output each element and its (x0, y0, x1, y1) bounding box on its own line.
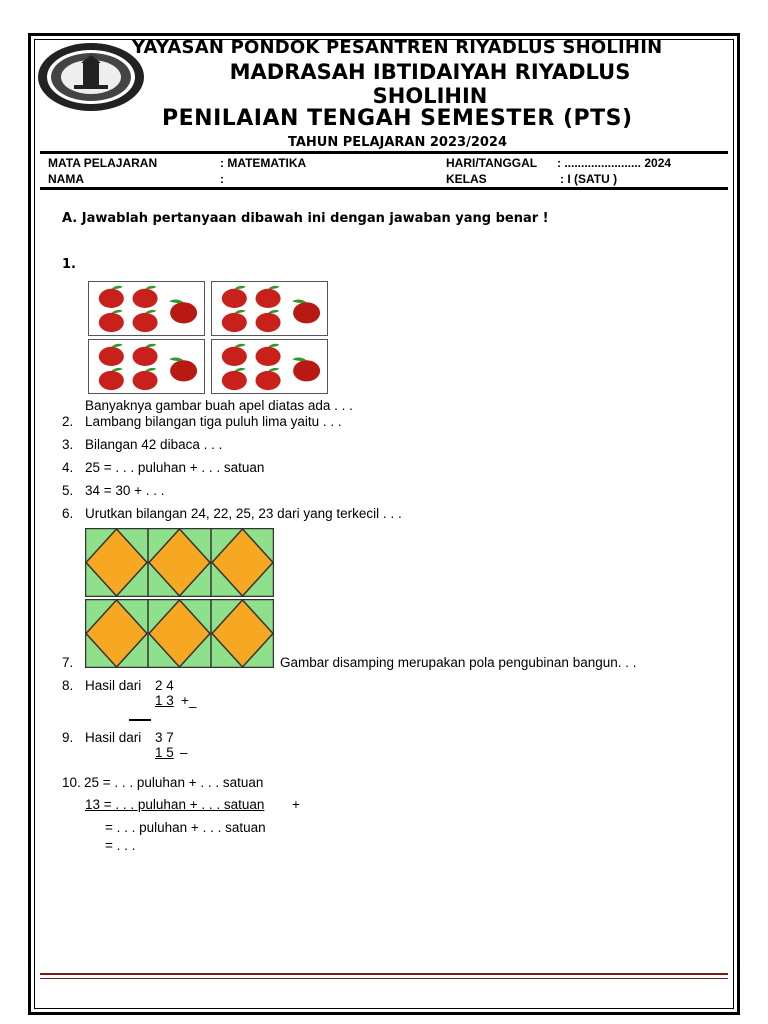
apple-group (211, 281, 328, 336)
apple-group (88, 339, 205, 394)
q6-number: 6. (62, 506, 74, 521)
q8-answer-line (129, 719, 151, 721)
academic-year: TAHUN PELAJARAN 2023/2024 (288, 135, 508, 150)
q4-text: 25 = . . . puluhan + . . . satuan (85, 460, 265, 475)
q10-line1: 25 = . . . puluhan + . . . satuan (84, 775, 264, 790)
q9-label: Hasil dari (85, 730, 142, 745)
apple-icon (256, 368, 281, 390)
apple-icon (256, 344, 281, 366)
q9-number: 9. (62, 730, 74, 745)
apple-icon (133, 344, 158, 366)
exam-title: PENILAIAN TENGAH SEMESTER (PTS) (162, 106, 633, 131)
q3-number: 3. (62, 437, 74, 452)
q7-text: Gambar disamping merupakan pola pengubinan bangun. . . (280, 655, 637, 670)
q1-number: 1. (62, 257, 76, 272)
q8-label: Hasil dari (85, 678, 142, 693)
name-value: : (220, 172, 224, 186)
apple-icon (256, 286, 281, 308)
subject-label: MATA PELAJARAN (48, 156, 158, 170)
school-seal-logo-icon (36, 41, 146, 113)
q10-number: 10. (62, 775, 81, 790)
q5-text: 34 = 30 + . . . (85, 483, 165, 498)
q8-operator: +_ (181, 693, 197, 708)
apple-icon (222, 344, 247, 366)
q9-bottom-number: 1 5 (155, 745, 174, 760)
apple-icon (169, 358, 197, 382)
footer-rule-thin (40, 978, 728, 979)
apple-icon (256, 310, 281, 332)
instruction: A. Jawablah pertanyaan dibawah ini dengan jawaban yang benar ! (62, 211, 549, 226)
q10-line4: = . . . (105, 838, 136, 853)
date-value: : ....................... 2024 (557, 156, 672, 170)
q6-text: Urutkan bilangan 24, 22, 25, 23 dari yang terkecil . . . (85, 506, 402, 521)
apple-icon (99, 368, 124, 390)
name-label: NAMA (48, 172, 84, 186)
apple-icon (169, 300, 197, 324)
apple-icon (133, 368, 158, 390)
q10-line3: = . . . puluhan + . . . satuan (105, 820, 266, 835)
q1-text: Banyaknya gambar buah apel diatas ada . . . (85, 398, 353, 413)
apple-icon (99, 286, 124, 308)
foundation-name: YAYASAN PONDOK PESANTREN RIYADLUS SHOLIHIN (132, 37, 663, 58)
q10-line2: 13 = . . . puluhan + . . . satuan (85, 797, 265, 812)
apple-icon (222, 286, 247, 308)
school-name: MADRASAH IBTIDAIYAH RIYADLUS SHOLIHIN (229, 60, 631, 108)
subject-value: : MATEMATIKA (220, 156, 307, 170)
apple-icon (133, 310, 158, 332)
q8-number: 8. (62, 678, 74, 693)
q2-number: 2. (62, 414, 74, 429)
class-value: : I (SATU ) (560, 172, 618, 186)
class-label: KELAS (446, 172, 487, 186)
apple-icon (222, 310, 247, 332)
apple-group (88, 281, 205, 336)
header-rule (40, 151, 728, 154)
q4-number: 4. (62, 460, 74, 475)
q9-operator: – (180, 745, 188, 760)
q3-text: Bilangan 42 dibaca . . . (85, 437, 223, 452)
q9-top-number: 3 7 (155, 730, 174, 745)
page-border-inner (34, 39, 734, 1009)
q5-number: 5. (62, 483, 74, 498)
rhombus-tile-pattern (85, 528, 274, 597)
rhombus-tile-pattern (85, 599, 274, 668)
footer-rule (40, 973, 728, 975)
apple-icon (222, 368, 247, 390)
apple-group (211, 339, 328, 394)
apple-icon (133, 286, 158, 308)
apple-icon (99, 344, 124, 366)
q7-number: 7. (62, 655, 74, 670)
info-rule (40, 187, 728, 190)
apple-icon (99, 310, 124, 332)
apple-icon (292, 300, 320, 324)
date-label: HARI/TANGGAL (446, 156, 538, 170)
apple-icon (292, 358, 320, 382)
q8-bottom-number: 1 3 (155, 693, 174, 708)
q10-operator: + (292, 797, 300, 812)
q8-top-number: 2 4 (155, 678, 174, 693)
q2-text: Lambang bilangan tiga puluh lima yaitu . . . (85, 414, 342, 429)
